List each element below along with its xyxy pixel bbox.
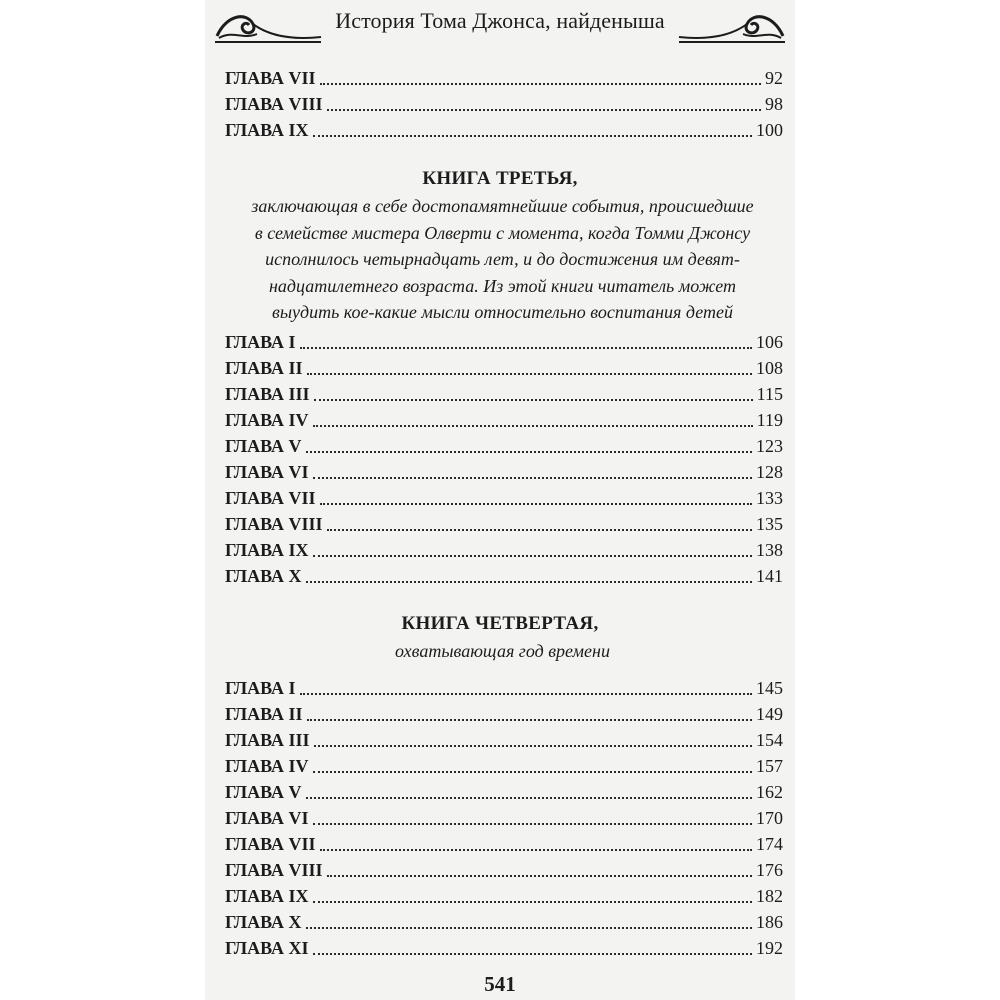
description-line: надцатилетнего возраста. Из этой книги читатель может [268, 275, 737, 296]
description-line: выудить кое-какие мысли относительно воспитания детей [272, 302, 733, 322]
toc-entry[interactable] [225, 886, 783, 910]
toc-entry[interactable] [225, 120, 783, 144]
dot-leader [314, 730, 752, 747]
description-line: в семействе мистера Олверти с момента, когда Томми Джонсу [254, 222, 751, 243]
chapter-label: ГЛАВА VI [225, 808, 309, 828]
chapter-label: ГЛАВА IV [225, 756, 309, 776]
toc-entry[interactable] [225, 678, 783, 702]
page-number: 145 [756, 678, 783, 698]
dot-leader [313, 410, 753, 427]
dot-leader [320, 68, 761, 85]
chapter-label: ГЛАВА IX [225, 886, 309, 906]
page-number: 119 [756, 410, 783, 430]
chapter-label: ГЛАВА V [225, 782, 302, 802]
toc-entry[interactable] [225, 436, 783, 460]
book-page [205, 0, 795, 1000]
chapter-label: ГЛАВА XI [225, 938, 309, 958]
dot-leader [306, 566, 752, 583]
page-folio-number: 541 [484, 972, 516, 996]
dot-leader [327, 860, 752, 877]
running-title: История Тома Джонса, найденыша [335, 8, 665, 33]
right-flourish-ornament-icon [677, 6, 787, 44]
toc-entry[interactable] [225, 540, 783, 564]
chapter-label: ГЛАВА V [225, 436, 302, 456]
page-number: 92 [765, 68, 783, 88]
chapter-label: ГЛАВА IX [225, 120, 309, 140]
toc-entry[interactable] [225, 566, 783, 590]
chapter-label: ГЛАВА I [225, 678, 296, 698]
toc-entry[interactable] [225, 938, 783, 962]
dot-leader [314, 384, 753, 401]
toc-entry[interactable] [225, 462, 783, 486]
toc-entry[interactable] [225, 358, 783, 382]
book-four-description [225, 638, 780, 665]
dot-leader [320, 834, 752, 851]
chapter-label: ГЛАВА IV [225, 410, 309, 430]
toc-entry[interactable] [225, 808, 783, 832]
page-number: 174 [756, 834, 783, 854]
description-line: охватывающая год времени [395, 641, 610, 661]
page-number: 141 [756, 566, 783, 586]
dot-leader [327, 94, 761, 111]
page-number: 128 [756, 462, 783, 482]
chapter-label: ГЛАВА VIII [225, 860, 323, 880]
page-number: 157 [756, 756, 783, 776]
dot-leader [307, 358, 752, 375]
dot-leader [313, 886, 752, 903]
dot-leader [313, 540, 752, 557]
chapter-label: ГЛАВА VIII [225, 94, 323, 114]
chapter-label: ГЛАВА III [225, 730, 310, 750]
dot-leader [300, 678, 752, 695]
page-number: 154 [756, 730, 783, 750]
dot-leader [320, 488, 752, 505]
description-line: исполнилось четырнадцать лет, и до достижения им девят- [265, 249, 740, 269]
dot-leader [313, 938, 752, 955]
page-number: 192 [756, 938, 783, 958]
dot-leader [327, 514, 752, 531]
toc-entry[interactable] [225, 94, 783, 118]
book-four-title: КНИГА ЧЕТВЕРТАЯ, [401, 613, 599, 634]
page-number: 115 [756, 384, 783, 404]
chapter-label: ГЛАВА I [225, 332, 296, 352]
dot-leader [313, 808, 752, 825]
dot-leader [306, 912, 752, 929]
toc-entry[interactable] [225, 782, 783, 806]
book-three-title: КНИГА ТРЕТЬЯ, [422, 168, 578, 189]
chapter-label: ГЛАВА VII [225, 68, 316, 88]
chapter-label: ГЛАВА VIII [225, 514, 323, 534]
toc-entry[interactable] [225, 704, 783, 728]
page-number: 106 [756, 332, 783, 352]
toc-entry[interactable] [225, 384, 783, 408]
toc-entry[interactable] [225, 410, 783, 434]
chapter-label: ГЛАВА II [225, 704, 303, 724]
dot-leader [306, 782, 752, 799]
dot-leader [307, 704, 752, 721]
page-number: 162 [756, 782, 783, 802]
page-number: 138 [756, 540, 783, 560]
page-number: 135 [756, 514, 783, 534]
description-line: заключающая в себе достопамятнейшие события, происшедшие [251, 196, 754, 216]
toc-entry[interactable] [225, 488, 783, 512]
page-number: 149 [756, 704, 783, 724]
toc-entry[interactable] [225, 332, 783, 356]
toc-entry[interactable] [225, 834, 783, 858]
page-number: 108 [756, 358, 783, 378]
chapter-label: ГЛАВА X [225, 566, 302, 586]
page-number: 98 [765, 94, 783, 114]
dot-leader [313, 462, 752, 479]
toc-entry[interactable] [225, 756, 783, 780]
dot-leader [313, 756, 752, 773]
chapter-label: ГЛАВА VI [225, 462, 309, 482]
dot-leader [306, 436, 752, 453]
dot-leader [313, 120, 752, 137]
page-number: 186 [756, 912, 783, 932]
page-header [205, 0, 795, 52]
toc-entry[interactable] [225, 912, 783, 936]
chapter-label: ГЛАВА X [225, 912, 302, 932]
page-number: 133 [756, 488, 783, 508]
page-number: 170 [756, 808, 783, 828]
toc-entry[interactable] [225, 68, 783, 92]
chapter-label: ГЛАВА II [225, 358, 303, 378]
page-number: 100 [756, 120, 783, 140]
toc-entry[interactable] [225, 860, 783, 884]
chapter-label: ГЛАВА III [225, 384, 310, 404]
page-number: 123 [756, 436, 783, 456]
page-number: 182 [756, 886, 783, 906]
dot-leader [300, 332, 752, 349]
toc-entry[interactable] [225, 730, 783, 754]
page-number: 176 [756, 860, 783, 880]
book-three-description [225, 193, 780, 326]
chapter-label: ГЛАВА IX [225, 540, 309, 560]
chapter-label: ГЛАВА VII [225, 834, 316, 854]
toc-entry[interactable] [225, 514, 783, 538]
chapter-label: ГЛАВА VII [225, 488, 316, 508]
